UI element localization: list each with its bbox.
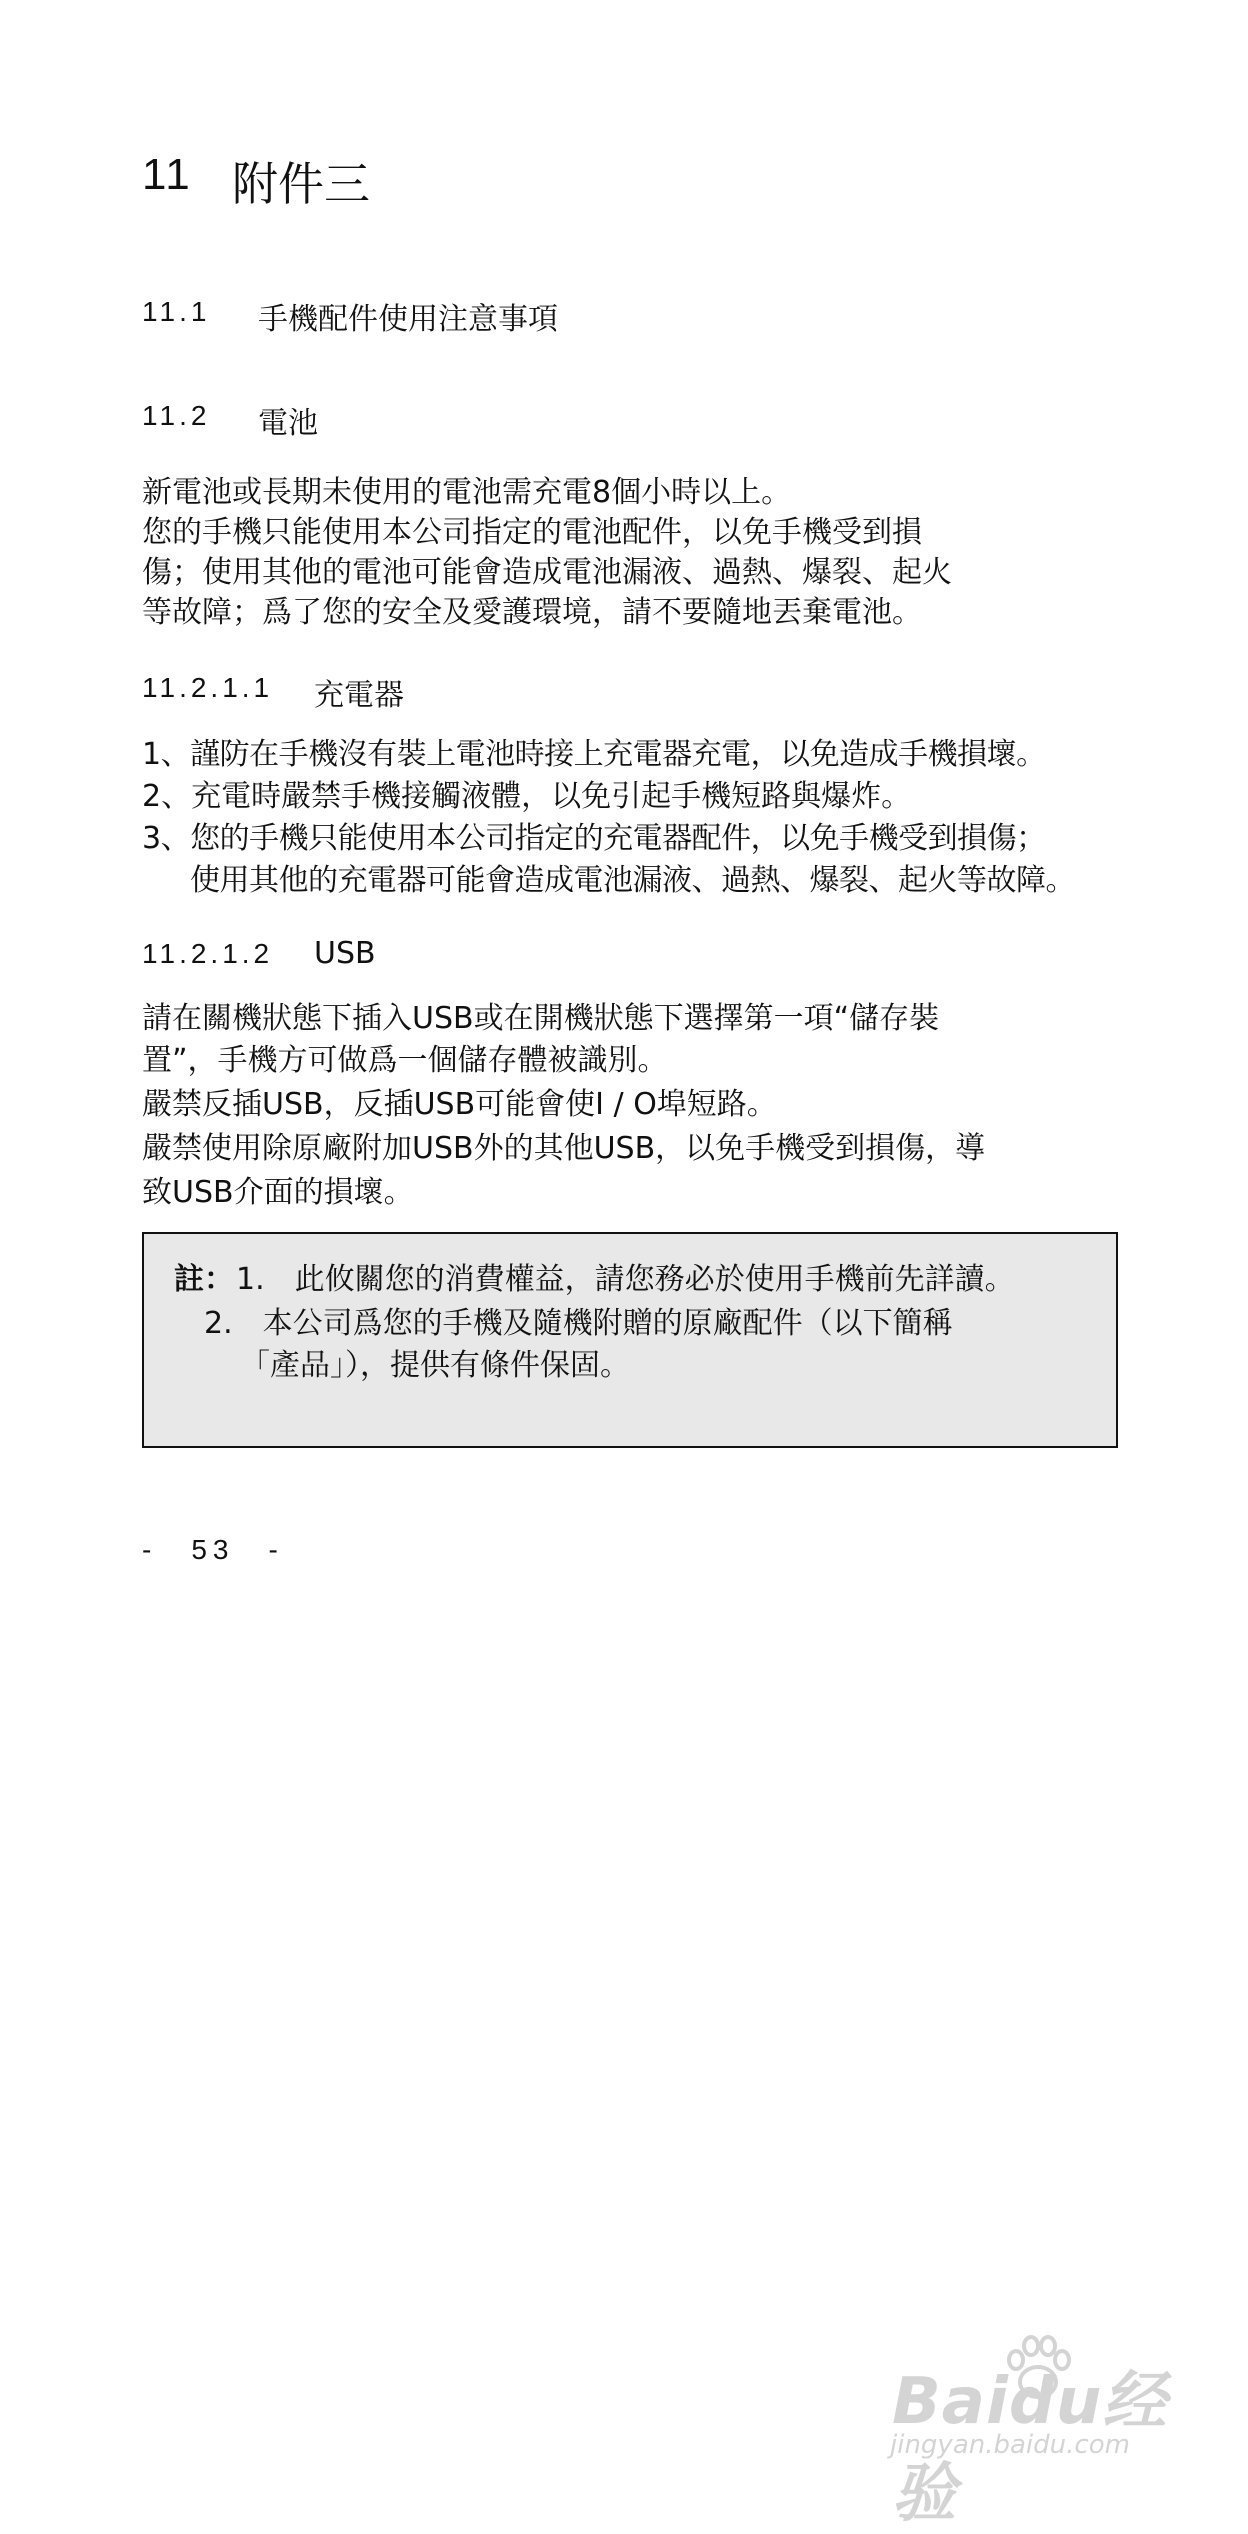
battery-line: 新電池或長期未使用的電池需充電8個小時以上。 <box>142 475 792 510</box>
section-title-charger: 充電器 <box>314 678 404 713</box>
baidu-watermark <box>880 2330 1210 2531</box>
watermark-url: jingyan.baidu.com <box>890 2430 1130 2460</box>
usb-line: 置”，手機方可做爲一個儲存體被識別。 <box>142 1043 668 1078</box>
note-item-2: 2. 本公司爲您的手機及隨機附贈的原廠配件（以下簡稱 <box>204 1306 953 1341</box>
section-title-11-2: 電池 <box>258 406 318 441</box>
list-item: 2、充電時嚴禁手機接觸液體，以免引起手機短路與爆炸。 <box>142 779 912 814</box>
page-number: - 53 - <box>142 1534 284 1565</box>
battery-line: 您的手機只能使用本公司指定的電池配件，以免手機受到損 <box>142 515 922 550</box>
section-number-11-1: 11.1 <box>142 296 211 327</box>
usb-line: 嚴禁使用除原廠附加USB外的其他USB，以免手機受到損傷，導 <box>142 1131 986 1166</box>
note-item-1: 1. 此攸關您的消費權益，請您務必於使用手機前先詳讀。 <box>236 1262 1015 1297</box>
usb-line: 嚴禁反插USB，反插USB可能會使I / O埠短路。 <box>142 1087 777 1122</box>
battery-line: 等故障；爲了您的安全及愛護環境，請不要隨地丟棄電池。 <box>142 595 922 630</box>
list-item-continuation: 使用其他的充電器可能會造成電池漏液、過熱、爆裂、起火等故障。 <box>190 863 1075 898</box>
usb-line: 致USB介面的損壞。 <box>142 1175 414 1210</box>
chapter-title: 附件三 <box>232 157 370 211</box>
section-number-usb: 11.2.1.2 <box>142 938 274 969</box>
list-item: 3、您的手機只能使用本公司指定的充電器配件，以免手機受到損傷； <box>142 821 1046 856</box>
note-box <box>142 1232 1118 1448</box>
section-title-11-1: 手機配件使用注意事項 <box>258 302 558 337</box>
list-item: 1、謹防在手機沒有裝上電池時接上充電器充電，以免造成手機損壞。 <box>142 737 1046 772</box>
watermark-brand: Baidu经验 <box>892 2365 1168 2531</box>
section-title-usb: USB <box>314 936 376 971</box>
section-number-charger: 11.2.1.1 <box>142 672 274 703</box>
note-label: 註： <box>174 1262 234 1297</box>
chapter-number: 11 <box>142 150 192 199</box>
section-number-11-2: 11.2 <box>142 400 211 431</box>
battery-line: 傷；使用其他的電池可能會造成電池漏液、過熱、爆裂、起火 <box>142 555 952 590</box>
note-item-2-continuation: 「產品」），提供有條件保固。 <box>240 1348 630 1383</box>
usb-line: 請在關機狀態下插入USB或在開機狀態下選擇第一項“儲存裝 <box>142 1001 940 1036</box>
